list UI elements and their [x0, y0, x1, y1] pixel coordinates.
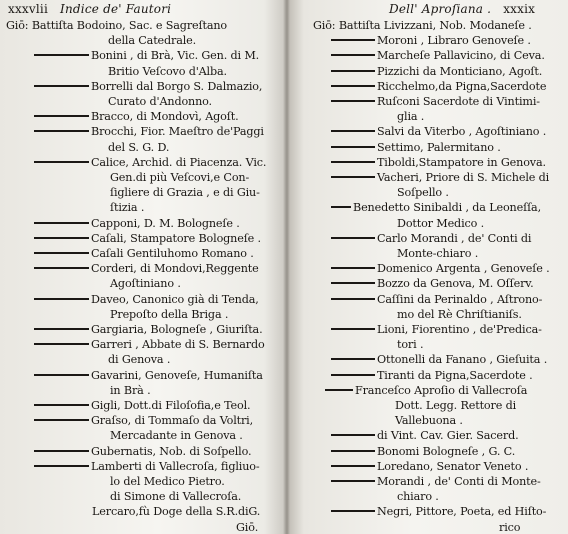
right-entry-text: Franceſco Aproſio di Vallecroſa: [355, 383, 528, 397]
ditto-dash: [34, 404, 89, 406]
right-entry-line: [331, 141, 501, 154]
right-entry-line: [331, 445, 515, 458]
ditto-dash: [34, 267, 89, 269]
left-entry-line: [34, 156, 266, 169]
right-entry-text: Benedetto Sinibaldi , da Leoneſſa,: [353, 201, 541, 215]
ditto-dash: [331, 434, 375, 436]
left-entry-line: [110, 308, 228, 321]
ditto-dash: [331, 237, 375, 239]
right-entry-line: [397, 217, 484, 230]
ditto-dash: [331, 176, 375, 178]
left-entry-line: [110, 490, 241, 503]
right-entry-line: [395, 399, 516, 412]
right-entry-text: Bonomi Bologneſe , G. C.: [377, 444, 516, 458]
left-running-head: [8, 2, 171, 16]
right-entry-text: Monte-chiaro .: [397, 247, 479, 260]
right-entry-line: [331, 95, 540, 108]
right-entry-line: [331, 171, 549, 184]
left-title: Indice de' Fautori: [60, 2, 172, 16]
left-entry-line: [236, 521, 258, 534]
right-entry-text: Vallebuona .: [395, 414, 463, 428]
right-entry-line: [331, 156, 546, 169]
book-gutter: [283, 0, 290, 534]
right-entry-line: [499, 521, 520, 534]
right-entry-text: Ottonelli da Fanano , Gieſuita .: [377, 353, 548, 367]
left-entry-text: del S. G. D.: [108, 140, 170, 154]
left-entry-text: di Simone di Vallecroſa.: [110, 490, 242, 504]
left-entry-line: [108, 65, 227, 78]
left-entry-text: Caſali, Stampatore Bologneſe .: [91, 231, 261, 245]
right-entry-text: Pizzichi da Monticiano, Agoſt.: [377, 64, 543, 78]
left-entry-text: Caſali Gentiluhomo Romano .: [91, 247, 254, 260]
right-entry-line: [397, 247, 478, 260]
left-entry-text: Prepoſto della Briga .: [110, 307, 229, 321]
left-entry-text: lo del Medico Pietro.: [110, 475, 225, 488]
left-entry-text: Gen.di più Veſcovi,e Con-: [110, 171, 250, 184]
ditto-dash: [34, 252, 89, 254]
left-entry-line: [34, 445, 251, 458]
left-entry-line: [34, 369, 263, 382]
right-entry-text: Settimo, Palermitano .: [377, 140, 501, 154]
right-entry-line: [331, 369, 532, 382]
right-entry-line: [331, 262, 550, 275]
ditto-dash: [34, 130, 89, 132]
left-entry-line: [108, 141, 169, 154]
left-entry-text: Curato d'Andonno.: [108, 95, 212, 108]
right-entry-text: Dottor Medico .: [397, 216, 485, 230]
right-entry-text: Lioni, Fiorentino , de'Predica-: [377, 323, 542, 336]
left-entry-line: [34, 110, 239, 123]
left-entry-line: [34, 49, 259, 62]
left-entry-text: Gubernatis, Nob. di Soſpello.: [91, 444, 252, 458]
right-entry-line: [325, 384, 527, 397]
left-entry-line: [34, 323, 262, 336]
right-entry-text: Vacheri, Priore di S. Michele di: [377, 171, 550, 184]
ditto-dash: [331, 267, 375, 269]
left-entry-text: della Catedrale.: [108, 34, 197, 48]
right-entry-line: [397, 308, 522, 321]
left-page-number: xxxvlii: [8, 2, 48, 16]
right-entry-line: [331, 505, 546, 518]
ditto-dash: [331, 146, 375, 148]
ditto-dash: [331, 85, 375, 87]
left-entry-text: Garreri , Abbate di S. Bernardo: [91, 338, 265, 352]
left-entry-text: Agoſtiniano .: [110, 277, 181, 291]
left-entry-line: [34, 217, 240, 230]
left-entry-line: [34, 80, 262, 93]
right-entry-line: [331, 65, 542, 78]
ditto-dash: [331, 130, 375, 132]
right-entry-line: [331, 49, 545, 62]
ditto-dash: [34, 450, 89, 452]
left-entry-text: di Genova .: [108, 353, 171, 367]
ditto-dash: [34, 419, 89, 421]
right-title: Dell' Aproſiana .: [389, 2, 492, 16]
right-entry-text: Ricchelmo,da Pigna,Sacerdote: [377, 79, 547, 93]
ditto-dash: [34, 222, 89, 224]
left-entry-text: Corderi, di Mondovi,Reggente: [91, 262, 259, 276]
ditto-dash: [331, 480, 375, 482]
ditto-dash: [331, 465, 375, 467]
left-entry-text: Bonini , di Brà, Vic. Gen. di M.: [91, 49, 260, 63]
left-entry-text: Mercadante in Genova .: [110, 429, 243, 443]
left-entry-line: [110, 277, 181, 290]
ditto-dash: [331, 282, 375, 284]
right-entry-text: Negri, Pittore, Poeta, ed Hiſto-: [377, 505, 547, 519]
right-entry-line: [331, 429, 519, 442]
ditto-dash: [331, 161, 375, 163]
ditto-dash: [331, 510, 375, 512]
right-entry-line: [313, 19, 532, 32]
left-entry-line: [34, 399, 250, 412]
ditto-dash: [331, 70, 375, 72]
ditto-dash: [34, 54, 89, 56]
right-entry-line: [331, 293, 542, 306]
left-entry-line: [34, 125, 264, 138]
left-entry-text: Bracco, di Mondovì, Agoſt.: [91, 110, 239, 124]
right-entry-text: glia .: [397, 110, 425, 124]
ditto-dash: [331, 54, 375, 56]
right-running-head: [389, 2, 535, 16]
right-page: [287, 0, 568, 534]
ditto-dash: [331, 100, 375, 102]
left-entry-text: Brocchi, Fior. Maeſtro de'Paggi: [91, 125, 264, 139]
ditto-dash: [34, 328, 89, 330]
right-entry-line: [331, 34, 531, 47]
left-entry-line: [108, 95, 212, 108]
right-entry-line: [397, 338, 423, 351]
left-entry-text: Giō: Battiſta Bodoino, Sac. e Sagreſtano: [6, 19, 227, 32]
left-entry-text: ſigliere di Grazia , e di Giu-: [110, 186, 260, 200]
ditto-dash: [34, 85, 89, 87]
left-entry-line: [34, 460, 260, 473]
left-entry-text: Gargiaria, Bologneſe , Giuriſta.: [91, 323, 263, 336]
right-entry-line: [395, 414, 463, 427]
ditto-dash: [331, 298, 375, 300]
right-entry-text: Tiboldi,Stampatore in Genova.: [377, 155, 546, 169]
left-entry-text: in Brà .: [110, 383, 151, 397]
ditto-dash: [331, 206, 351, 208]
left-entry-line: [110, 475, 225, 488]
left-entry-line: [34, 414, 253, 427]
ditto-dash: [34, 465, 89, 467]
right-entry-text: Bozzo da Genova, M. Oſſerv.: [377, 277, 534, 291]
left-entry-text: Gavarini, Genoveſe, Humaniſta: [91, 368, 263, 382]
left-entry-line: [108, 353, 170, 366]
right-entry-text: chiaro .: [397, 490, 439, 504]
right-entry-text: tori .: [397, 338, 424, 352]
right-entry-line: [331, 201, 541, 214]
right-entry-text: mo del Rè Chriſtianiſs.: [397, 307, 522, 321]
left-entry-line: [108, 34, 196, 47]
right-entry-line: [331, 323, 542, 336]
left-entry-line: [92, 505, 260, 518]
right-entry-text: di Vint. Cav. Gier. Sacerd.: [377, 429, 519, 443]
right-entry-line: [331, 277, 534, 290]
right-entry-text: Loredano, Senator Veneto .: [377, 459, 529, 473]
ditto-dash: [325, 389, 353, 391]
right-entry-text: Marcheſe Pallavicino, di Ceva.: [377, 49, 545, 63]
ditto-dash: [331, 328, 375, 330]
right-entry-line: [397, 490, 439, 503]
left-entry-line: [110, 171, 249, 184]
right-entry-text: Tiranti da Pigna,Sacerdote .: [377, 368, 533, 382]
right-entry-line: [331, 475, 541, 488]
left-entry-line: [34, 232, 261, 245]
right-entry-text: Caſſini da Perinaldo , Aſtrono-: [377, 292, 543, 306]
left-entry-text: ſtizia .: [110, 201, 145, 215]
ditto-dash: [331, 374, 375, 376]
ditto-dash: [34, 237, 89, 239]
right-entry-line: [331, 80, 546, 93]
right-entry-text: Domenico Argenta , Genoveſe .: [377, 262, 550, 276]
left-entry-text: Borrelli dal Borgo S. Dalmazio,: [91, 79, 263, 93]
right-entry-text: Carlo Morandi , de' Conti di: [377, 231, 532, 245]
left-entry-line: [110, 429, 243, 442]
left-entry-line: [34, 338, 265, 351]
left-entry-text: Giō.: [236, 520, 259, 534]
right-entry-line: [331, 125, 546, 138]
left-entry-text: Britio Veſcovo d'Alba.: [108, 64, 227, 78]
ditto-dash: [34, 298, 89, 300]
left-entry-text: Calice, Archid. di Piacenza. Vic.: [91, 155, 267, 169]
right-entry-line: [331, 232, 531, 245]
left-entry-text: Capponi, D. M. Bologneſe .: [91, 216, 240, 230]
ditto-dash: [34, 115, 89, 117]
ditto-dash: [331, 39, 375, 41]
left-entry-text: Lercaro,fù Doge della S.R.diG.: [92, 505, 261, 519]
right-page-number: xxxix: [503, 2, 536, 16]
left-entry-line: [110, 384, 151, 397]
right-entry-line: [397, 110, 424, 123]
right-entry-text: rico: [499, 520, 521, 534]
right-entry-text: Ruſconi Sacerdote di Vintimi-: [377, 95, 540, 108]
ditto-dash: [34, 343, 89, 345]
ditto-dash: [34, 161, 89, 163]
right-entry-text: Morandi , de' Conti di Monte-: [377, 475, 541, 488]
right-entry-text: Soſpello .: [397, 186, 449, 200]
right-entry-text: Moroni , Libraro Genoveſe .: [377, 34, 531, 48]
right-entry-text: Salvi da Viterbo , Agoſtiniano .: [377, 125, 547, 139]
right-entry-text: Dott. Legg. Rettore di: [395, 399, 517, 412]
left-entry-line: [6, 19, 227, 32]
left-entry-line: [110, 201, 144, 214]
left-entry-text: Daveo, Canonico già di Tenda,: [91, 292, 259, 306]
left-entry-line: [34, 247, 254, 260]
left-entry-line: [34, 293, 259, 306]
left-entry-line: [34, 262, 259, 275]
left-entry-text: Gigli, Dott.di Filoſofia,e Teol.: [91, 399, 251, 412]
ditto-dash: [34, 374, 89, 376]
left-entry-line: [110, 186, 260, 199]
left-entry-text: Lamberti di Vallecroſa, figliuo-: [91, 459, 260, 473]
ditto-dash: [331, 450, 375, 452]
right-entry-line: [331, 353, 547, 366]
right-entry-text: Giō: Battiſta Livizzani, Nob. Modaneſe .: [313, 19, 532, 32]
ditto-dash: [331, 358, 375, 360]
left-entry-text: Graſso, di Tommaſo da Voltri,: [91, 414, 254, 428]
right-entry-line: [331, 460, 528, 473]
right-entry-line: [397, 186, 449, 199]
